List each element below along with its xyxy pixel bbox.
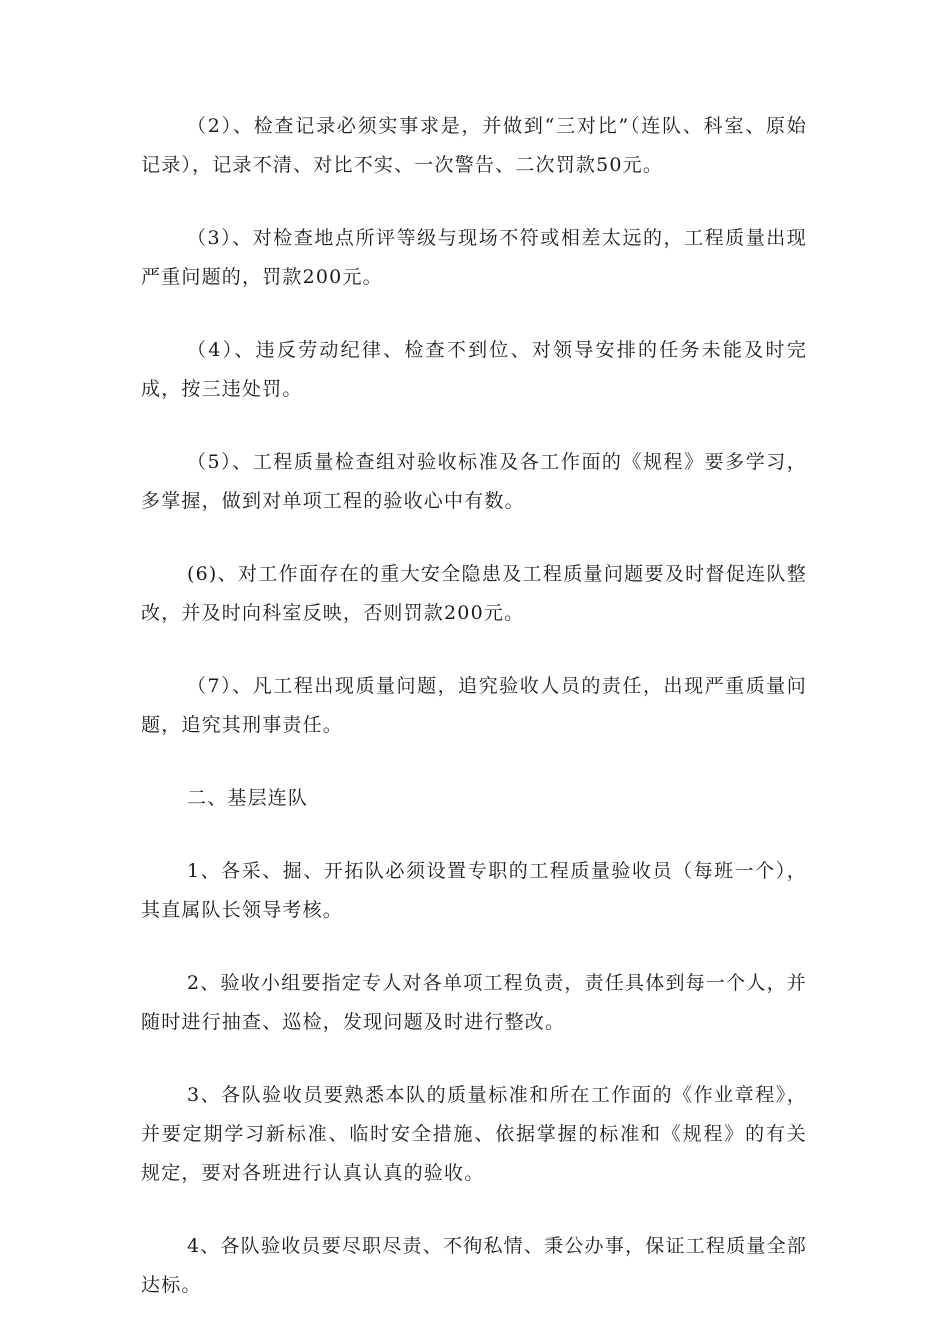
- paragraph-safety-hazards: (6)、对工作面存在的重大安全隐患及工程质量问题要及时督促连队整改，并及时向科室反映，否则罚款200元。: [141, 563, 807, 624]
- paragraph-grade-mismatch: （3）、对检查地点所评等级与现场不符或相差太远的，工程质量出现严重问题的，罚款200元。: [141, 227, 807, 288]
- paragraph-study-standards: （5）、工程质量检查组对验收标准及各工作面的《规程》要多学习，多掌握，做到对单项工程的验收心中有数。: [141, 451, 807, 512]
- document-body: [141, 107, 807, 1339]
- paragraph-familiarize-standards: 3、各队验收员要熟悉本队的质量标准和所在工作面的《作业章程》，并要定期学习新标准、临时安全措施、依据掌握的标准和《规程》的有关规定，要对各班进行认真认真的验收。: [141, 1084, 807, 1184]
- section-heading-grassroots: 二、基层连队: [187, 787, 309, 809]
- paragraph-acceptance-group: 2、验收小组要指定专人对各单项工程负责，责任具体到每一个人，并随时进行抽查、巡检，发现问题及时进行整改。: [141, 972, 807, 1033]
- paragraph-responsibility: （7）、凡工程出现质量问题，追究验收人员的责任，出现严重质量问题，追究其刑事责任。: [141, 675, 807, 736]
- paragraph-inspector-setup: 1、各采、掘、开拓队必须设置专职的工程质量验收员（每班一个），其直属队长领导考核。: [141, 860, 807, 921]
- paragraph-check-records: （2）、检查记录必须实事求是，并做到“三对比”（连队、科室、原始记录），记录不清、对比不实、一次警告、二次罚款50元。: [141, 115, 807, 176]
- paragraph-duty-diligence: 4、各队验收员要尽职尽责、不徇私情、秉公办事，保证工程质量全部达标。: [141, 1235, 807, 1296]
- paragraph-labor-discipline: （4）、违反劳动纪律、检查不到位、对领导安排的任务未能及时完成，按三违处罚。: [141, 339, 807, 400]
